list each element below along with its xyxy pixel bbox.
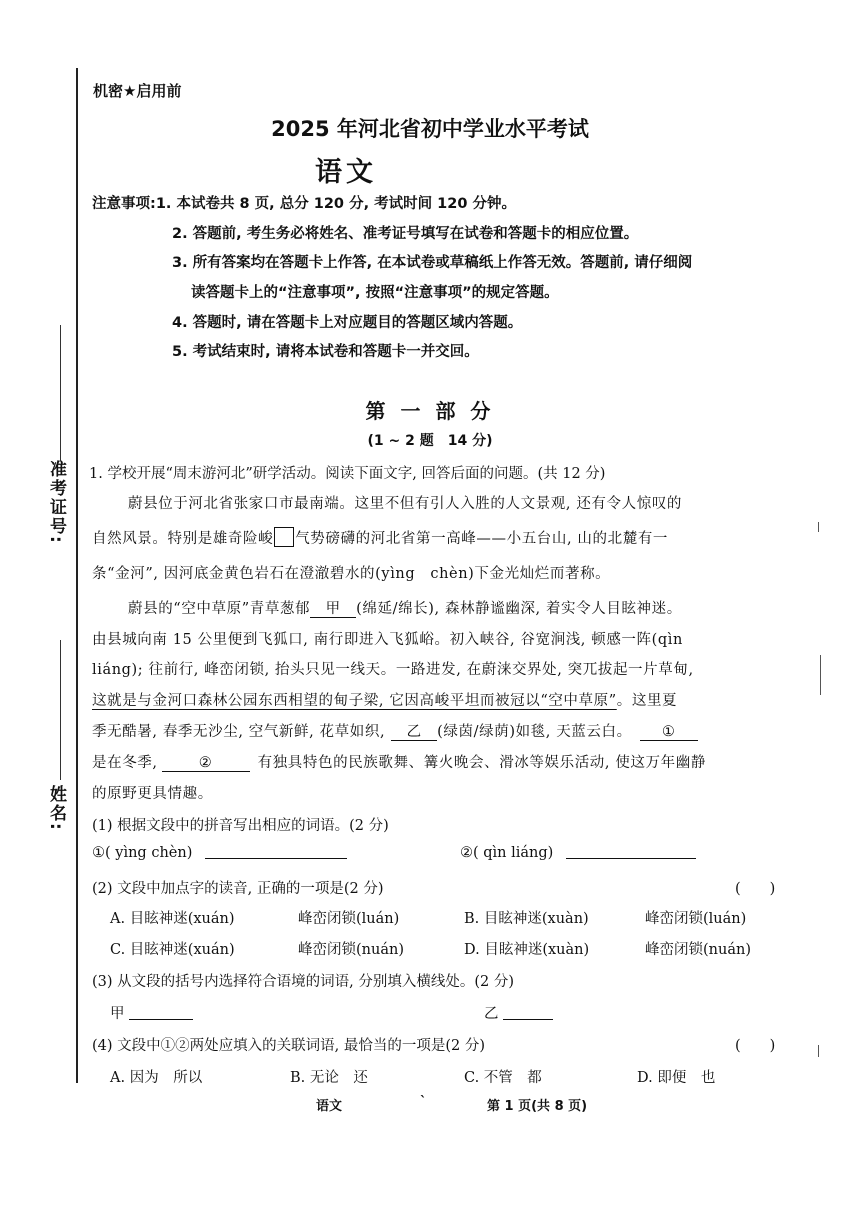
pinyin-text: ①( yìng chèn) — [92, 845, 193, 861]
passage-line: liáng); 往前行, 峰峦闭锁, 抬头只见一线天。一路进发, 在蔚涞交界处, 突兀拔起一片草甸, — [92, 662, 694, 678]
note-item: 4. 答题时, 请在答题卡上对应题目的答题区域内答题。 — [172, 315, 523, 331]
fill-label: 甲 — [110, 1006, 125, 1022]
option-c[interactable]: C. 不管 都 — [464, 1070, 542, 1086]
passage-line: 条“金河”, 因河底金黄色岩石在澄澈碧水的(yìng chèn)下金光灿烂而著称。 — [92, 566, 611, 582]
option-c-2: 峰峦闭锁(nuán) — [298, 942, 404, 958]
passage-text: (绿茵/绿荫)如毯, 天蓝云白。 — [437, 724, 632, 740]
option-d-2: 峰峦闭锁(nuán) — [645, 942, 751, 958]
note-item: 3. 所有答案均在答题卡上作答, 在本试卷或草稿纸上作答无效。答题前, 请仔细阅 — [172, 255, 693, 271]
passage-line — [92, 527, 668, 548]
confidential-mark: 机密★启用前 — [93, 82, 182, 100]
pinyin-item-2 — [460, 845, 696, 861]
blank-yi-label: 乙 — [406, 724, 422, 740]
blank-jia — [310, 601, 356, 618]
passage-text: 自然风景。特别是雄奇险峻 — [92, 531, 274, 547]
pinyin-item-1 — [92, 845, 347, 861]
option-a[interactable]: A. 因为 所以 — [110, 1070, 203, 1086]
scan-mark — [820, 655, 821, 695]
scan-mark — [818, 522, 819, 532]
binding-line — [76, 68, 78, 1083]
passage-line: 由县城向南 15 公里便到飞狐口, 南行即进入飞狐峪。初入峡谷, 谷宽涧浅, 顿感一阵(qìn — [92, 632, 683, 648]
passage-text: 气势磅礴的河北省第一高峰——小五台山, 山的北麓有一 — [295, 531, 669, 547]
note-item: 读答题卡上的“注意事项”, 按照“注意事项”的规定答题。 — [191, 285, 559, 301]
passage-text: 是在冬季, — [92, 755, 158, 771]
underlined-sentence: 这就是与金河口森林公园东西相望的甸子梁, 它因高峻平坦而被冠以“空中草原” — [92, 693, 617, 709]
passage-line — [92, 751, 706, 772]
passage-line — [92, 720, 698, 741]
blank-jia-label: 甲 — [325, 601, 341, 617]
option-a-2: 峰峦闭锁(luán) — [298, 911, 400, 927]
passage-line: 蔚县位于河北省张家口市最南端。这里不但有引人入胜的人文景观, 还有令人惊叹的 — [128, 496, 683, 512]
note-item: 2. 答题前, 考生务必将姓名、准考证号填写在试卷和答题卡的相应位置。 — [172, 226, 639, 242]
note-item: 1. 本试卷共 8 页, 总分 120 分, 考试时间 120 分钟。 — [155, 196, 516, 212]
question-1-head: 1. 学校开展“周末游河北”研学活动。阅读下面文字, 回答后面的问题。(共 12 分) — [89, 466, 606, 482]
fill-label: 乙 — [484, 1006, 499, 1022]
blank-1-label: ① — [661, 724, 676, 740]
subject-title: 语文 — [315, 157, 377, 188]
answer-line[interactable] — [566, 858, 696, 859]
footer-mark: ` — [420, 1095, 427, 1110]
part-range: (1 ~ 2 题 14 分) — [367, 433, 493, 449]
answer-line[interactable] — [205, 858, 347, 859]
passage-text: 季无酷暑, 春季无沙尘, 空气新鲜, 花草如织, — [92, 724, 386, 740]
passage-text: 蔚县的“空中草原”青草葱郁 — [128, 601, 311, 617]
name-write-line — [60, 640, 61, 780]
blank-yi — [391, 724, 437, 741]
notes-label — [92, 192, 516, 213]
sub-question-2: (2) 文段中加点字的读音, 正确的一项是(2 分) — [92, 881, 384, 897]
passage-line — [92, 689, 677, 710]
scan-mark — [818, 1045, 819, 1057]
option-b[interactable]: B. 无论 还 — [290, 1070, 368, 1086]
option-a[interactable]: A. 目眩神迷(xuán) — [110, 911, 235, 927]
passage-line — [128, 597, 682, 618]
answer-paren[interactable]: ( ) — [735, 881, 776, 897]
blank-1 — [640, 724, 698, 741]
pinyin-text: ②( qìn liáng) — [460, 845, 554, 861]
blank-2-label: ② — [198, 755, 213, 771]
answer-paren[interactable]: ( ) — [735, 1038, 776, 1054]
passage-text: (绵延/绵长), 森林静谧幽深, 着实令人目眩神迷。 — [356, 601, 682, 617]
passage-line: 的原野更具情趣。 — [92, 786, 213, 802]
footer-subject: 语文 — [316, 1099, 343, 1114]
blank-2 — [162, 755, 250, 772]
part-title: 第 一 部 分 — [365, 399, 495, 423]
name-label: 姓名: — [46, 785, 66, 832]
fill-jia — [110, 1002, 193, 1023]
answer-line[interactable] — [129, 1019, 193, 1020]
note-item: 5. 考试结束时, 请将本试卷和答题卡一并交回。 — [172, 344, 479, 360]
exam-title: 2025 年河北省初中学业水平考试 — [271, 117, 589, 141]
id-number-label: 准考证号: — [46, 460, 66, 545]
answer-line[interactable] — [503, 1019, 553, 1020]
fill-yi — [484, 1002, 553, 1023]
page-number: 第 1 页(共 8 页) — [487, 1099, 588, 1114]
sub-question-4: (4) 文段中①②两处应填入的关联词语, 最恰当的一项是(2 分) — [92, 1038, 486, 1054]
sub-question-3: (3) 从文段的括号内选择符合语境的词语, 分别填入横线处。(2 分) — [92, 974, 515, 990]
notes-label-text: 注意事项: — [92, 196, 156, 212]
sub-question-1: (1) 根据文段中的拼音写出相应的词语。(2 分) — [92, 818, 389, 834]
option-b[interactable]: B. 目眩神迷(xuàn) — [464, 911, 589, 927]
punctuation-box — [274, 527, 294, 547]
option-d[interactable]: D. 即便 也 — [637, 1070, 716, 1086]
passage-text: 。这里夏 — [616, 693, 678, 709]
option-b-2: 峰峦闭锁(luán) — [645, 911, 747, 927]
option-c[interactable]: C. 目眩神迷(xuán) — [110, 942, 235, 958]
passage-text: 有独具特色的民族歌舞、篝火晚会、滑冰等娱乐活动, 使这万年幽静 — [257, 755, 706, 771]
option-d[interactable]: D. 目眩神迷(xuàn) — [464, 942, 590, 958]
